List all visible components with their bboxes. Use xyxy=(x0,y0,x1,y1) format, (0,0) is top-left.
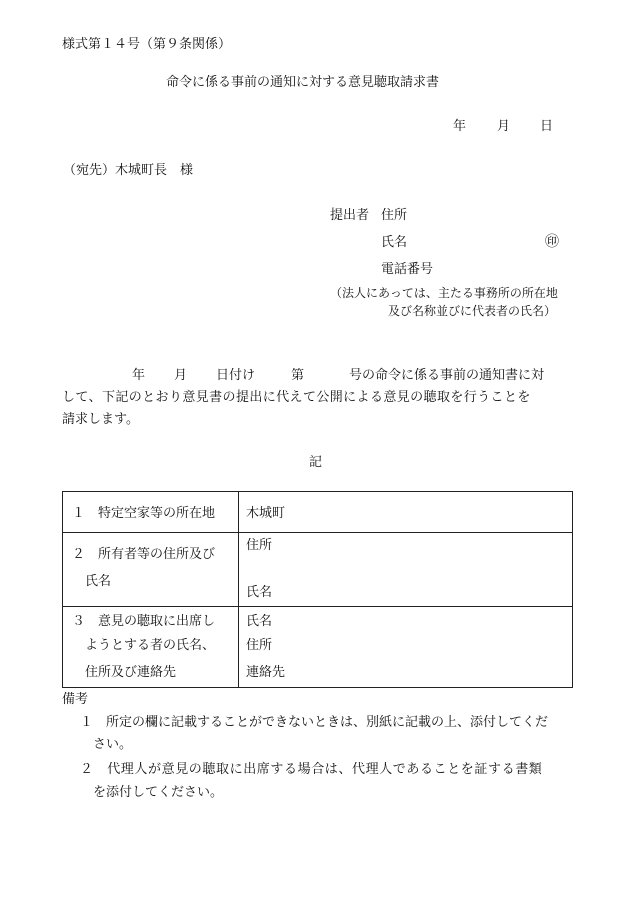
submitter-label: 提出者 xyxy=(330,208,370,223)
owner-label-line1: ２ 所有者等の住所及び xyxy=(72,547,216,562)
corporate-note-line1: （法人にあっては、主たる事務所の所在地 xyxy=(330,286,558,300)
attendee-label-line2: ようとする者の氏名、 xyxy=(85,638,216,653)
seal-mark: ㊞ xyxy=(545,234,559,250)
submitter-phone-label: 電話番号 xyxy=(381,262,434,277)
body-day: 日付け xyxy=(216,368,256,383)
remark-2-line1: ２ 代理人が意見の聴取に出席する場合は、代理人であることを証する書類 xyxy=(80,762,543,777)
body-month: 月 xyxy=(174,368,188,383)
date-day: 日 xyxy=(540,119,554,134)
form-number: 様式第１４号（第９条関係） xyxy=(62,37,232,52)
submitter-address-label: 住所 xyxy=(381,208,408,223)
owner-address-label: 住所 xyxy=(246,538,273,553)
body-number-prefix: 第 xyxy=(291,368,305,383)
date-year: 年 xyxy=(453,119,467,134)
remarks-heading: 備考 xyxy=(62,692,89,707)
body-line1-rest: 号の命令に係る事前の通知書に対 xyxy=(349,368,545,383)
body-line2: して、下記のとおり意見書の提出に代えて公開による意見の聴取を行うことを xyxy=(62,390,531,405)
attendee-name-label: 氏名 xyxy=(246,614,273,629)
details-table xyxy=(62,491,573,688)
document-title: 命令に係る事前の通知に対する意見聴取請求書 xyxy=(166,75,440,90)
table-row-location xyxy=(63,492,573,533)
attendee-contact-label: 連絡先 xyxy=(246,665,286,680)
addressee: （宛先）木城町長 様 xyxy=(63,163,194,178)
body-line3: 請求します。 xyxy=(62,412,139,427)
attendee-label-line3: 住所及び連絡先 xyxy=(85,665,177,680)
owner-name-label: 氏名 xyxy=(246,585,273,600)
body-year: 年 xyxy=(132,368,146,383)
location-label: １ 特定空家等の所在地 xyxy=(72,506,216,521)
attendee-label-line1: ３ 意見の聴取に出席し xyxy=(72,614,216,629)
ki-heading: 記 xyxy=(309,455,323,470)
corporate-note-line2: 及び名称並びに代表者の氏名） xyxy=(388,304,557,318)
remark-1-line1: １ 所定の欄に記載することができないときは、別紙に記載の上、添付してくだ xyxy=(80,715,549,730)
owner-label-line2: 氏名 xyxy=(85,574,112,589)
table-row-owner xyxy=(63,533,573,607)
remark-2-line2: を添付してください。 xyxy=(93,785,224,800)
attendee-address-label: 住所 xyxy=(246,638,273,653)
submitter-name-label: 氏名 xyxy=(381,235,408,250)
table-row-attendee xyxy=(63,607,573,688)
date-month: 月 xyxy=(497,119,511,134)
remark-1-line2: さい。 xyxy=(93,737,133,752)
location-value: 木城町 xyxy=(246,506,286,521)
